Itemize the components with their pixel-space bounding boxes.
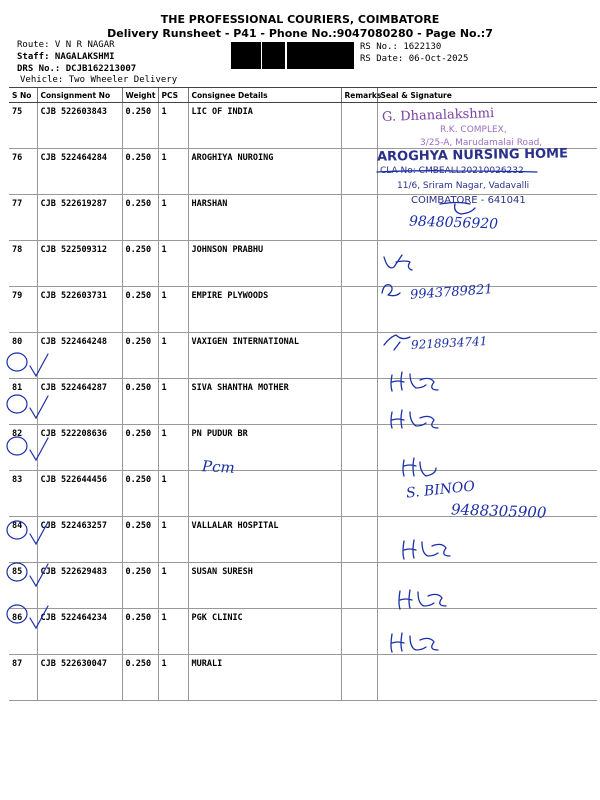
row-pcs: 1 (158, 195, 188, 241)
staff-label: Staff: NAGALAKSHMI (17, 52, 115, 62)
barcode-bar (302, 42, 305, 69)
table-row (9, 609, 597, 655)
barcode-bar (313, 42, 314, 69)
barcode-bar (333, 42, 335, 69)
row-seal-signature (377, 563, 597, 609)
barcode-bar (274, 42, 277, 69)
barcode-bar (283, 42, 285, 69)
barcode-bar (338, 42, 340, 69)
row-remarks (341, 655, 377, 701)
barcode-bar (346, 42, 348, 69)
row-seal-signature (377, 379, 597, 425)
row-pcs: 1 (158, 379, 188, 425)
row-sno: 84 (9, 517, 37, 563)
row-consignment-no: CJB 522509312 (37, 241, 122, 287)
row-sno: 82 (9, 425, 37, 471)
barcode-bar (336, 42, 337, 69)
table-row (9, 655, 597, 701)
row-seal-signature (377, 241, 597, 287)
barcode-bar (317, 42, 320, 69)
row-remarks (341, 517, 377, 563)
barcode-bar (345, 42, 346, 69)
barcode-bar (324, 42, 327, 69)
barcode-bar (335, 42, 336, 69)
row-pcs: 1 (158, 287, 188, 333)
row-remarks (341, 333, 377, 379)
barcode-bar (254, 42, 255, 69)
barcode-bar (256, 42, 258, 69)
barcode-bar (307, 42, 309, 69)
row-pcs: 1 (158, 471, 188, 517)
col-header-sno: S No (9, 88, 37, 103)
row-sno: 87 (9, 655, 37, 701)
row-weight: 0.250 (122, 241, 158, 287)
row-weight: 0.250 (122, 149, 158, 195)
handwritten-name-binoo: S. BINOO (405, 478, 476, 502)
row-pcs: 1 (158, 149, 188, 195)
barcode-bar (231, 42, 232, 69)
barcode-bar (238, 42, 241, 69)
table-row (9, 563, 597, 609)
barcode-bar (235, 42, 238, 69)
barcode-bar (337, 42, 338, 69)
table-row (9, 517, 597, 563)
col-header-consignment: Consignment No (37, 88, 122, 103)
barcode-bar (251, 42, 254, 69)
col-header-seal: Seal & Signature (377, 88, 597, 103)
barcode-bar (305, 42, 307, 69)
row-pcs: 1 (158, 333, 188, 379)
rs-date: RS Date: 06-Oct-2025 (360, 54, 469, 64)
barcode-bar (277, 42, 278, 69)
barcode-bar (280, 42, 282, 69)
row-remarks (341, 103, 377, 149)
barcode-bar (328, 42, 329, 69)
col-header-consignee: Consignee Details (188, 88, 341, 103)
barcode-bar (320, 42, 321, 69)
barcode-bar (299, 42, 302, 69)
row-weight: 0.250 (122, 333, 158, 379)
purple-stamp-line2: R.K. COMPLEX, (440, 125, 507, 135)
row-weight: 0.250 (122, 655, 158, 701)
row-pcs: 1 (158, 563, 188, 609)
row-consignment-no: CJB 522464284 (37, 149, 122, 195)
row-sno: 85 (9, 563, 37, 609)
row-sno: 86 (9, 609, 37, 655)
handwritten-phone-1: 9848056920 (408, 213, 499, 233)
row-remarks (341, 379, 377, 425)
barcode-bar (241, 42, 244, 69)
barcode-bar (234, 42, 235, 69)
barcode-bar (291, 42, 294, 69)
row-consignment-no: CJB 522603731 (37, 287, 122, 333)
row-consignment-no: CJB 522208636 (37, 425, 122, 471)
col-header-pcs: PCS (158, 88, 188, 103)
col-header-remarks: Remarks (341, 88, 377, 103)
barcode-bar (294, 42, 296, 69)
barcode-bar (247, 42, 248, 69)
row-remarks (341, 471, 377, 517)
row-consignment-no: CJB 522464248 (37, 333, 122, 379)
row-seal-signature (377, 609, 597, 655)
row-consignee: PGK CLINIC (188, 609, 341, 655)
barcode-bar (312, 42, 313, 69)
row-consignee (188, 471, 341, 517)
row-sno: 80 (9, 333, 37, 379)
row-remarks (341, 149, 377, 195)
row-sno: 76 (9, 149, 37, 195)
barcode-bar (248, 42, 251, 69)
row-consignee: MURALI (188, 655, 341, 701)
barcode-bar (278, 42, 279, 69)
row-consignee: PN PUDUR BR (188, 425, 341, 471)
row-consignment-no: CJB 522603843 (37, 103, 122, 149)
row-consignee: JOHNSON PRABHU (188, 241, 341, 287)
nursing-stamp-city: COIMBATORE - 641041 (411, 195, 526, 206)
row-weight: 0.250 (122, 471, 158, 517)
row-sno: 78 (9, 241, 37, 287)
purple-stamp-line3: 3/25-A, Marudamalai Road, (420, 138, 543, 148)
barcode-bar (244, 42, 247, 69)
drs-number: DRS No.: DCJB162213007 (17, 64, 137, 74)
row-consignee: HARSHAN (188, 195, 341, 241)
row-weight: 0.250 (122, 195, 158, 241)
document-subtitle: Delivery Runsheet - P41 - Phone No.:9047080280 - Page No.:7 (107, 27, 493, 40)
table-row (9, 425, 597, 471)
table-row (9, 333, 597, 379)
row-pcs: 1 (158, 609, 188, 655)
barcode-bar (232, 42, 234, 69)
rs-number: RS No.: 1622130 (360, 42, 442, 52)
row-consignee: VAXIGEN INTERNATIONAL (188, 333, 341, 379)
document-title: THE PROFESSIONAL COURIERS, COIMBATORE (160, 13, 440, 26)
row-remarks (341, 563, 377, 609)
barcode-bar (329, 42, 331, 69)
barcode-bar (342, 42, 345, 69)
handwritten-phone-2: 9943789821 (409, 282, 494, 303)
row-sno: 75 (9, 103, 37, 149)
handwritten-phone-4: 9488305900 (450, 500, 547, 522)
barcode-bar (262, 42, 264, 69)
barcode-bar (316, 42, 317, 69)
row-weight: 0.250 (122, 517, 158, 563)
barcode-bar (309, 42, 312, 69)
row-weight: 0.250 (122, 563, 158, 609)
row-weight: 0.250 (122, 287, 158, 333)
barcode-bar (327, 42, 328, 69)
row-remarks (341, 195, 377, 241)
row-weight: 0.250 (122, 609, 158, 655)
barcode-bar (258, 42, 260, 69)
barcode-bar (260, 42, 261, 69)
row-consignee: AROGHIYA NUROING (188, 149, 341, 195)
col-header-weight: Weight (122, 88, 158, 103)
purple-stamp-name: G. Dhanalakshmi (381, 106, 495, 125)
barcode-bar (279, 42, 280, 69)
row-consignee: VALLALAR HOSPITAL (188, 517, 341, 563)
row-consignment-no: CJB 522619287 (37, 195, 122, 241)
row-consignment-no: CJB 522463257 (37, 517, 122, 563)
row-pcs: 1 (158, 103, 188, 149)
row-consignee: SIVA SHANTHA MOTHER (188, 379, 341, 425)
barcode-bar (265, 42, 267, 69)
barcode-bar (264, 42, 265, 69)
barcode-bar (272, 42, 274, 69)
row-seal-signature (377, 517, 597, 563)
route-label: Route: V N R NAGAR (17, 40, 115, 50)
barcode-bar (351, 42, 354, 69)
row-consignment-no: CJB 522644456 (37, 471, 122, 517)
barcode-bar (331, 42, 333, 69)
row-consignee: LIC OF INDIA (188, 103, 341, 149)
row-consignment-no: CJB 522464287 (37, 379, 122, 425)
runsheet-table (9, 87, 597, 701)
row-consignee: EMPIRE PLYWOODS (188, 287, 341, 333)
barcode-bar (348, 42, 351, 69)
row-consignment-no: CJB 522464234 (37, 609, 122, 655)
nursing-stamp-address: 11/6, Sriram Nagar, Vadavalli (397, 181, 530, 191)
row-consignee: SUSAN SURESH (188, 563, 341, 609)
row-sno: 79 (9, 287, 37, 333)
row-remarks (341, 609, 377, 655)
row-weight: 0.250 (122, 103, 158, 149)
barcode-bar (287, 42, 290, 69)
table-row (9, 287, 597, 333)
row-pcs: 1 (158, 517, 188, 563)
barcode-bar (340, 42, 342, 69)
barcode-bar (314, 42, 316, 69)
handwritten-pcm: Pcm (201, 457, 236, 477)
barcode-bar (290, 42, 291, 69)
nursing-stamp-name: AROGHYA NURSING HOME (376, 146, 569, 165)
row-remarks (341, 241, 377, 287)
row-remarks (341, 287, 377, 333)
row-pcs: 1 (158, 655, 188, 701)
row-pcs: 1 (158, 241, 188, 287)
table-row (9, 241, 597, 287)
barcode-image (230, 42, 355, 69)
nursing-stamp-code: CLA No: CMBEALL20210026232 (380, 166, 524, 176)
row-consignment-no: CJB 522630047 (37, 655, 122, 701)
row-seal-signature (377, 655, 597, 701)
table-row (9, 379, 597, 425)
barcode-bar (282, 42, 283, 69)
row-pcs: 1 (158, 425, 188, 471)
barcode-bar (296, 42, 299, 69)
row-remarks (341, 425, 377, 471)
row-seal-signature (377, 425, 597, 471)
handwritten-phone-3: 9218934741 (410, 334, 488, 352)
barcode-bar (255, 42, 256, 69)
vehicle-label: Vehicle: Two Wheeler Delivery (20, 75, 178, 85)
barcode-bar (270, 42, 272, 69)
row-sno: 77 (9, 195, 37, 241)
row-sno: 83 (9, 471, 37, 517)
row-weight: 0.250 (122, 379, 158, 425)
barcode-bar (321, 42, 324, 69)
row-sno: 81 (9, 379, 37, 425)
barcode-bar (267, 42, 270, 69)
row-weight: 0.250 (122, 425, 158, 471)
table-header-row (9, 88, 597, 103)
row-consignment-no: CJB 522629483 (37, 563, 122, 609)
